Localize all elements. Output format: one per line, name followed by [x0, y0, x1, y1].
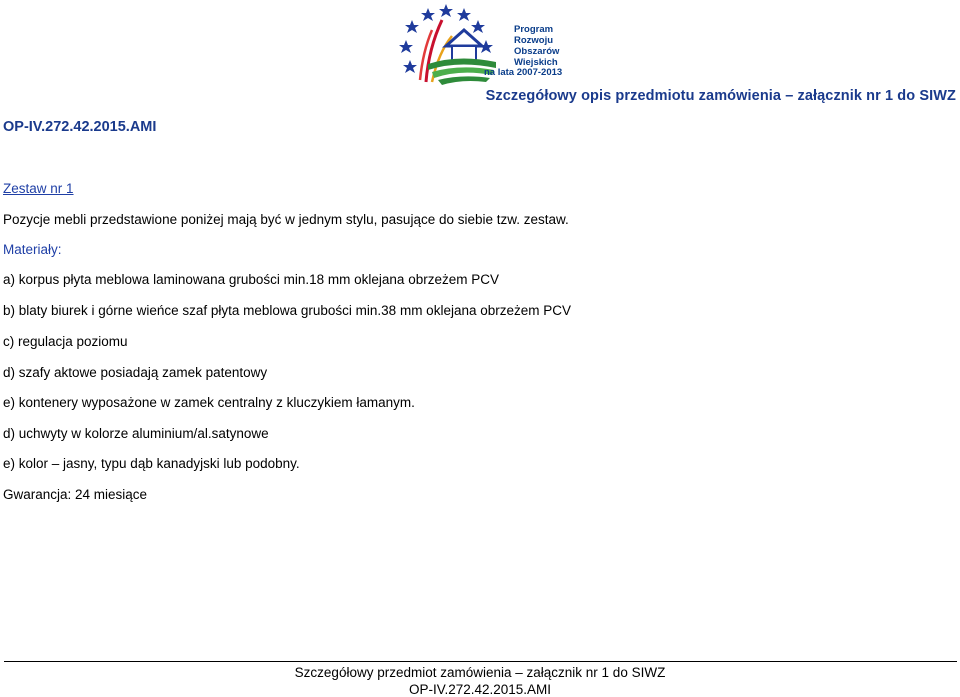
logo-line: Program: [514, 24, 554, 35]
logo-text: [514, 24, 559, 68]
footer-line: [0, 682, 960, 697]
list-item: e) kontenery wyposażone w zamek centralny z kluczykiem łamanym.: [3, 395, 415, 410]
warranty: Gwarancja: 24 miesiące: [3, 487, 148, 502]
logo-line: Obszarów: [514, 46, 560, 57]
footer-divider: [4, 661, 957, 662]
logo-line: Wiejskich: [514, 57, 558, 68]
list-item: b) blaty biurek i górne wieńce szaf płyta meblowa grubości min.38 mm oklejana obrzeżem PCV: [3, 303, 572, 318]
document-title: Szczegółowy opis przedmiotu zamówienia – załącznik nr 1 do SIWZ: [485, 88, 956, 104]
list-item: a) korpus płyta meblowa laminowana grubości min.18 mm oklejana obrzeżem PCV: [3, 272, 499, 287]
list-item: d) uchwyty w kolorze aluminium/al.satynowe: [3, 426, 269, 441]
set-title: Zestaw nr 1: [3, 181, 74, 196]
footer-title: Szczegółowy przedmiot zamówienia – załącznik nr 1 do SIWZ: [294, 665, 666, 680]
intro-text: Pozycje mebli przedstawione poniżej mają być w jednym stylu, pasujące do siebie tzw. zestaw.: [3, 212, 569, 227]
list-item: e) kolor – jasny, typu dąb kanadyjski lub podobny.: [3, 456, 300, 471]
logo-line: Rozwoju: [514, 35, 554, 46]
materials-label: Materiały:: [3, 242, 62, 257]
list-item: c) regulacja poziomu: [3, 334, 128, 349]
footer-line: [0, 665, 960, 680]
footer-reference: OP-IV.272.42.2015.AMI: [408, 682, 552, 697]
list-item: d) szafy aktowe posiadają zamek patentowy: [3, 365, 268, 380]
house-icon: [446, 30, 482, 60]
reference-number: OP-IV.272.42.2015.AMI: [3, 119, 157, 135]
logo-years: na lata 2007-2013: [484, 67, 563, 78]
